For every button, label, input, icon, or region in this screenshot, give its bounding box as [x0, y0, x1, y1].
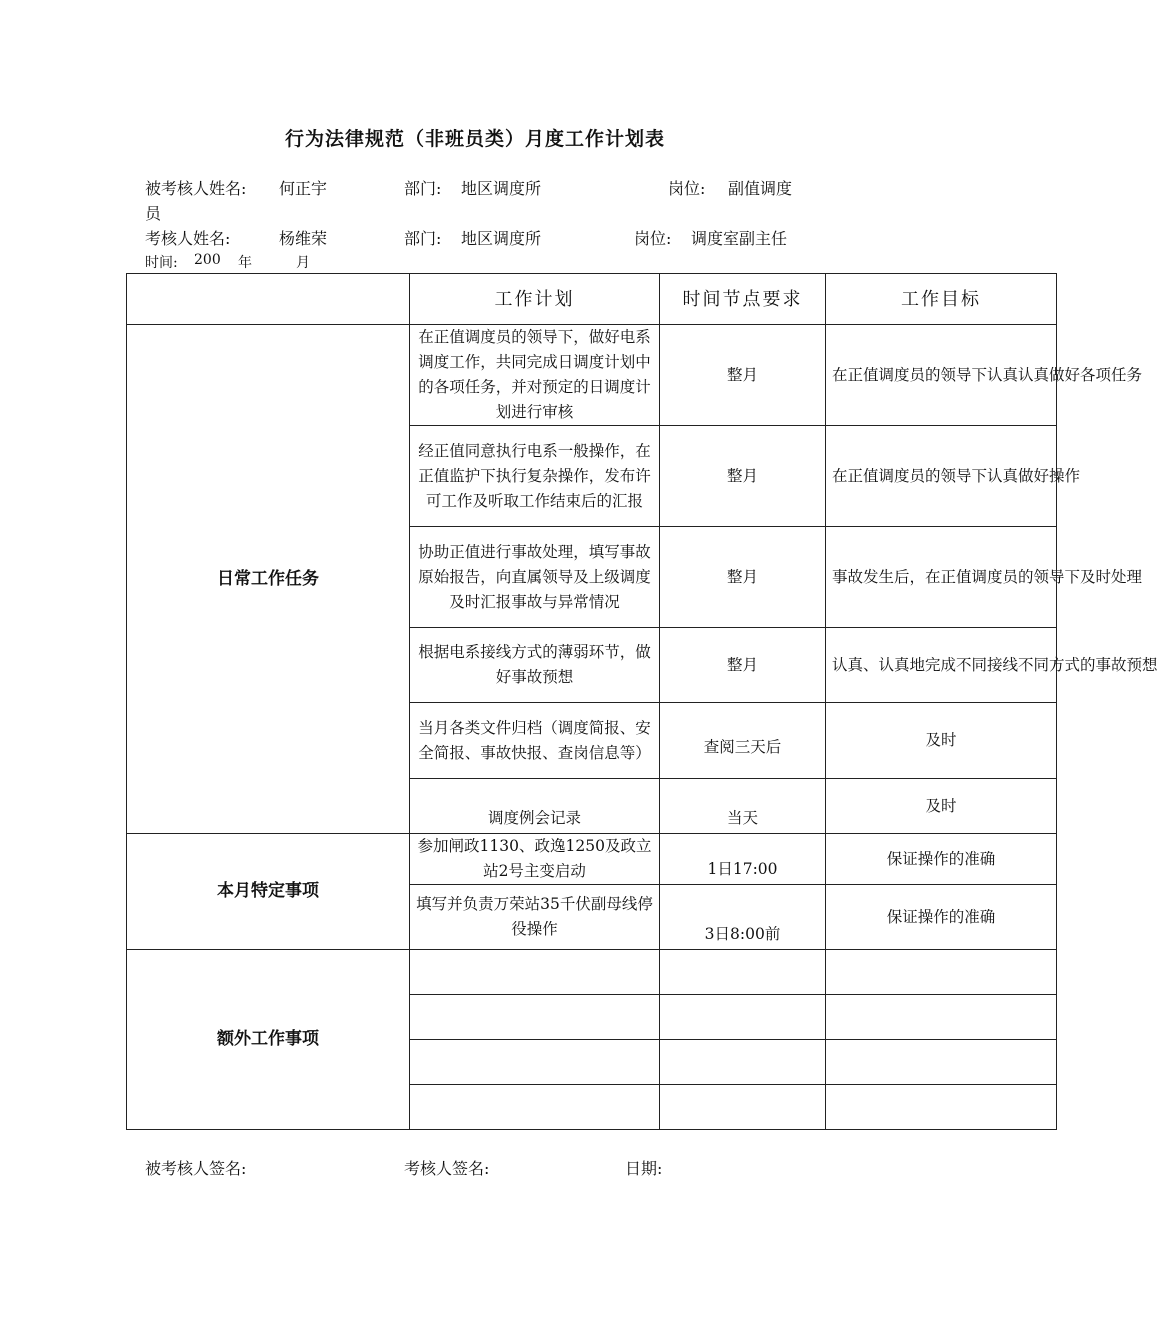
section-special-items: 本月特定事项 — [127, 834, 410, 950]
plan-cell: 参加闸政1130、政逸1250及政立站2号主变启动 — [410, 834, 660, 885]
empty-cell — [826, 1085, 1057, 1130]
plan-cell: 经正值同意执行电系一般操作，在正值监护下执行复杂操作，发布许可工作及听取工作结束后的汇报 — [410, 426, 660, 527]
empty-cell — [826, 950, 1057, 995]
header-cell-goal: 工作目标 — [826, 274, 1057, 325]
goal-cell: 事故发生后，在正值调度员的领导下及时处理 — [826, 527, 1057, 628]
empty-cell — [826, 1040, 1057, 1085]
header-cell-time: 时间节点要求 — [660, 274, 826, 325]
post-value-wrap: 员 — [145, 204, 162, 223]
month-unit: 月 — [296, 255, 310, 271]
time-cell: 整月 — [660, 325, 826, 426]
goal-cell: 保证操作的准确 — [826, 885, 1057, 950]
time-cell: 整月 — [660, 527, 826, 628]
assessee-name-label: 被考核人姓名: — [145, 179, 247, 198]
time-cell: 整月 — [660, 426, 826, 527]
empty-cell — [410, 1085, 660, 1130]
section-daily-tasks: 日常工作任务 — [127, 325, 410, 834]
assessee-name: 何正宇 — [279, 179, 328, 198]
assessor-signature-label: 考核人签名: — [404, 1159, 490, 1178]
plan-cell: 当月各类文件归档（调度简报、安全简报、事故快报、查岗信息等） — [410, 703, 660, 779]
table-row — [127, 950, 1057, 995]
document-title: 行为法律规范（非班员类）月度工作计划表 — [284, 128, 665, 150]
table-row — [127, 834, 1057, 885]
plan-cell: 在正值调度员的领导下，做好电系调度工作，共同完成日调度计划中的各项任务，并对预定的日调度计划进行审核 — [410, 325, 660, 426]
header-cell-category — [127, 274, 410, 325]
empty-cell — [410, 995, 660, 1040]
time-cell: 当天 — [660, 779, 826, 834]
time-cell: 3日8:00前 — [660, 885, 826, 950]
assessee-signature-label: 被考核人签名: — [145, 1159, 247, 1178]
time-cell: 查阅三天后 — [660, 703, 826, 779]
empty-cell — [660, 1085, 826, 1130]
time-label: 时间: — [145, 255, 178, 271]
empty-cell — [660, 950, 826, 995]
post-value: 副值调度 — [728, 179, 793, 198]
goal-cell: 认真、认真地完成不同接线不同方式的事故预想 — [826, 628, 1057, 703]
goal-cell: 在正值调度员的领导下认真做好操作 — [826, 426, 1057, 527]
empty-cell — [410, 1040, 660, 1085]
time-cell: 1日17:00 — [660, 834, 826, 885]
goal-cell: 及时 — [826, 703, 1057, 779]
goal-cell: 保证操作的准确 — [826, 834, 1057, 885]
header-cell-plan: 工作计划 — [410, 274, 660, 325]
empty-cell — [660, 1040, 826, 1085]
plan-cell: 根据电系接线方式的薄弱环节，做好事故预想 — [410, 628, 660, 703]
table-header-row — [127, 274, 1057, 325]
section-extra-items: 额外工作事项 — [127, 950, 410, 1130]
assessor-name: 杨维荣 — [279, 229, 328, 248]
assessor-name-label: 考核人姓名: — [145, 229, 231, 248]
empty-cell — [410, 950, 660, 995]
dept-label: 部门: — [404, 229, 442, 248]
time-year: 200 — [194, 252, 221, 268]
post-label: 岗位: — [668, 179, 706, 198]
dept-value: 地区调度所 — [461, 179, 542, 198]
time-cell: 整月 — [660, 628, 826, 703]
post-value: 调度室副主任 — [691, 229, 788, 248]
plan-cell: 填写并负责万荣站35千伏副母线停役操作 — [410, 885, 660, 950]
goal-cell: 及时 — [826, 779, 1057, 834]
plan-cell: 调度例会记录 — [410, 779, 660, 834]
dept-value: 地区调度所 — [461, 229, 542, 248]
table-row — [127, 325, 1057, 426]
work-plan-table — [126, 273, 1158, 1130]
goal-cell: 在正值调度员的领导下认真认真做好各项任务 — [826, 325, 1057, 426]
plan-cell: 协助正值进行事故处理，填写事故原始报告，向直属领导及上级调度及时汇报事故与异常情况 — [410, 527, 660, 628]
post-label: 岗位: — [634, 229, 672, 248]
year-unit: 年 — [238, 255, 252, 271]
dept-label: 部门: — [404, 179, 442, 198]
empty-cell — [660, 995, 826, 1040]
empty-cell — [826, 995, 1057, 1040]
date-label: 日期: — [625, 1159, 663, 1178]
